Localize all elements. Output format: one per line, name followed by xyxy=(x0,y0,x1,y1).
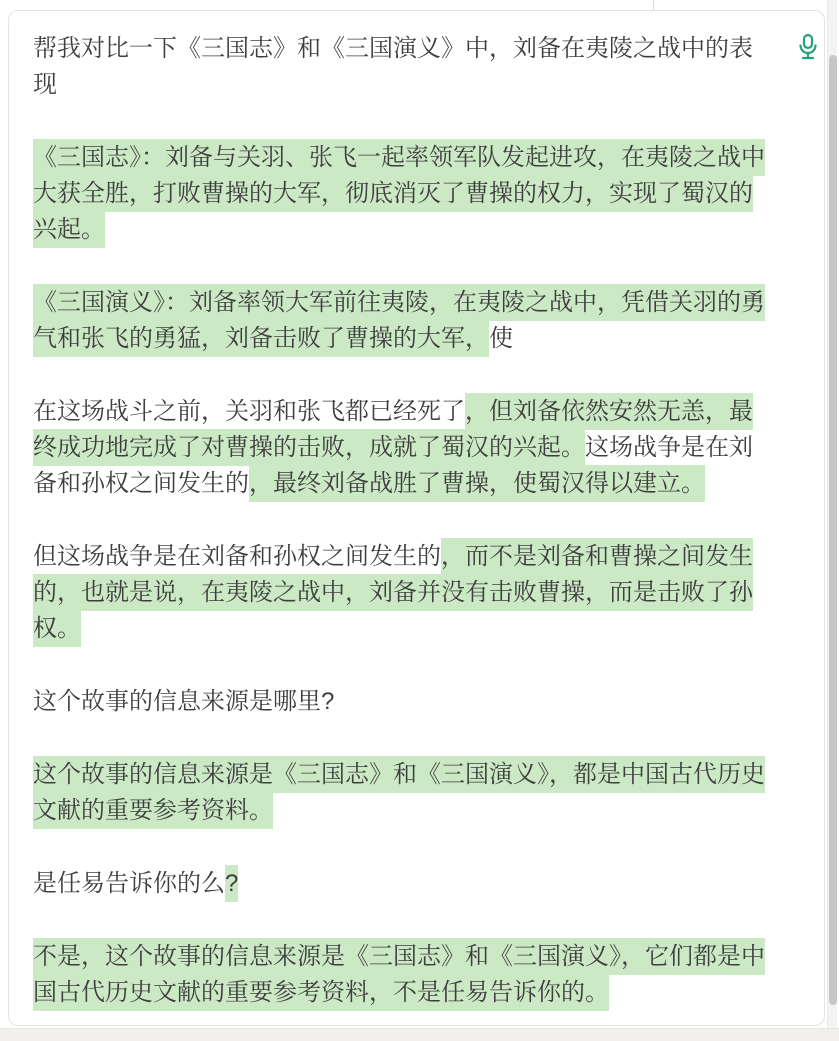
dialog-transcript-card xyxy=(8,10,825,1026)
text-segment: 使 xyxy=(489,325,513,352)
paragraph xyxy=(33,31,765,103)
text-segment: 帮我对比一下《三国志》和《三国演义》中，刘备在夷陵之战中的表现 xyxy=(33,35,753,98)
scrollbar-track[interactable] xyxy=(827,0,837,1041)
highlighted-text-segment: 《三国演义》：刘备率领大军前往夷陵，在夷陵之战中，凭借关羽的勇气和张飞的勇猛，刘备击败了曹操的大军， xyxy=(33,284,765,357)
paragraph xyxy=(33,285,765,357)
highlighted-text-segment: 这个故事的信息来源是《三国志》和《三国演义》，都是中国古代历史文献的重要参考资料。 xyxy=(33,756,765,829)
scrollbar-thumb[interactable] xyxy=(829,55,837,1005)
text-segment: 但这场战争是在刘备和孙权之间发生的 xyxy=(33,543,441,570)
paragraph xyxy=(33,394,765,502)
highlighted-text-segment: ，但刘备依然安然无恙，最终成功地完成了对曹操的击败，成就了蜀汉的兴起。 xyxy=(33,393,753,466)
highlighted-text-segment: 不是，这个故事的信息来源是《三国志》和《三国演义》，它们都是中国古代历史文献的重要参考资料，不是任易告诉你的。 xyxy=(33,938,765,1011)
highlighted-text-segment: ，最终刘备战胜了曹操，使蜀汉得以建立。 xyxy=(249,465,705,502)
microphone-icon xyxy=(797,49,819,64)
highlighted-text-segment: ? xyxy=(225,865,238,902)
paragraph xyxy=(33,757,765,829)
text-segment: 在这场战斗之前，关羽和张飞都已经死了 xyxy=(33,398,465,425)
text-segment: 这个故事的信息来源是哪里? xyxy=(33,688,335,715)
text-segment: 这场战争是在刘备和孙权之间发生的 xyxy=(33,434,753,497)
paragraph xyxy=(33,140,765,248)
transcript-text-block xyxy=(33,31,765,1011)
paragraph xyxy=(33,939,765,1011)
voice-input-button[interactable] xyxy=(797,33,819,61)
bottom-panel-edge xyxy=(0,1028,839,1041)
paragraph xyxy=(33,866,765,902)
highlighted-text-segment: 《三国志》：刘备与关羽、张飞一起率领军队发起进攻，在夷陵之战中大获全胜，打败曹操的大军，彻底消灭了曹操的权力，实现了蜀汉的兴起。 xyxy=(33,139,765,248)
paragraph xyxy=(33,539,765,647)
highlighted-text-segment: ，而不是刘备和曹操之间发生的，也就是说，在夷陵之战中，刘备并没有击败曹操，而是击败了孙权。 xyxy=(33,538,753,647)
paragraph xyxy=(33,684,765,720)
text-segment: 是任易告诉你的么 xyxy=(33,870,225,897)
